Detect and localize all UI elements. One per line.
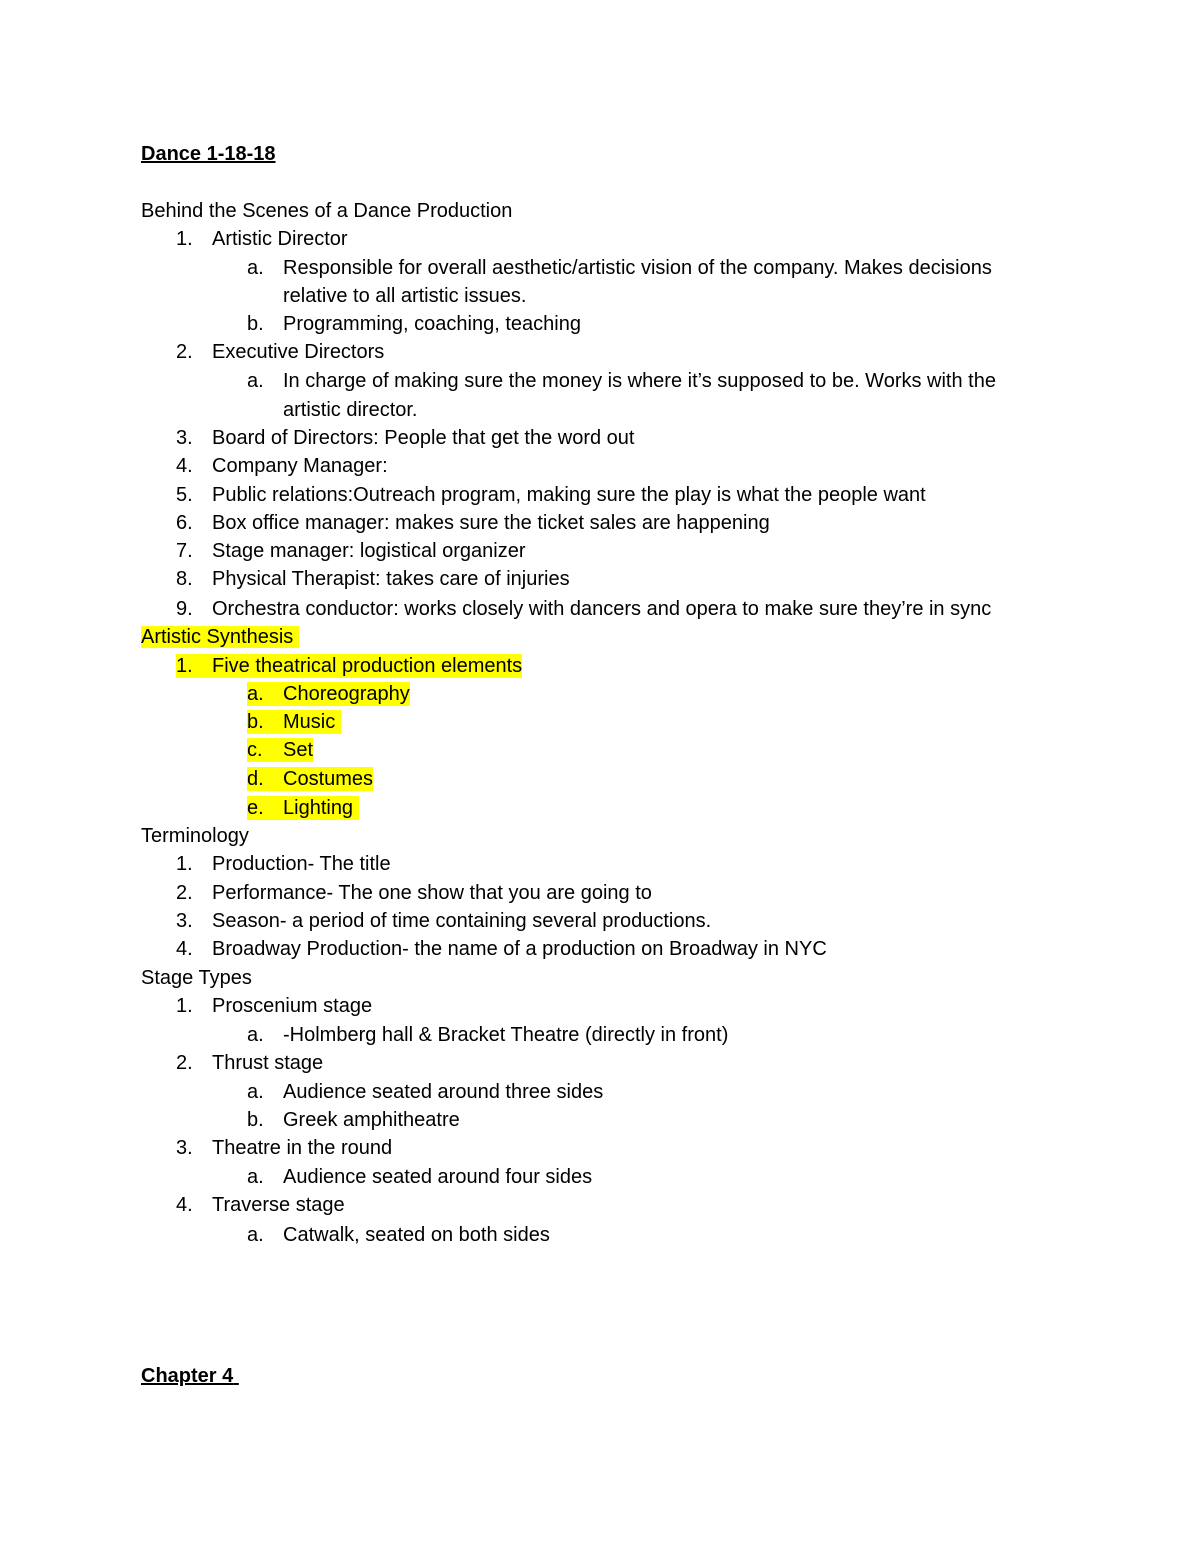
sub-item-text: Audience seated around four sides [283, 1166, 593, 1188]
sub-letter: b. [247, 313, 264, 335]
sub-item-continuation: relative to all artistic issues. [283, 285, 527, 307]
sub-letter: a. [247, 257, 264, 279]
list-item [176, 539, 526, 563]
list-item [176, 881, 652, 905]
section-heading: Behind the Scenes of a Dance Production [141, 200, 513, 222]
sub-item [247, 256, 992, 280]
section-heading: Stage Types [141, 967, 252, 989]
sub-item-text: Lighting [283, 797, 354, 819]
list-item-text: Executive Directors [212, 341, 385, 363]
sub-item [247, 1223, 550, 1247]
list-item-text: Orchestra conductor: works closely with dancers and opera to make sure they’re in sync [212, 598, 992, 620]
list-item [176, 654, 522, 678]
list-number: 2. [176, 1052, 193, 1074]
sub-item-text: Responsible for overall aesthetic/artistic vision of the company. Makes decisions [283, 257, 992, 279]
list-item-text: Production- The title [212, 853, 391, 875]
list-item [176, 1051, 323, 1075]
list-item-text: Physical Therapist: takes care of injuries [212, 568, 570, 590]
list-number: 7. [176, 540, 193, 562]
page-title: Dance 1-18-18 [141, 143, 276, 165]
highlighted-text [247, 738, 313, 762]
list-item-text: Proscenium stage [212, 995, 373, 1017]
list-number: 9. [176, 598, 193, 620]
list-number: 5. [176, 484, 193, 506]
list-number: 4. [176, 455, 193, 477]
sub-letter: b. [247, 711, 264, 733]
highlighted-text [247, 710, 341, 734]
list-number: 2. [176, 882, 193, 904]
list-number: 8. [176, 568, 193, 590]
sub-item [247, 796, 359, 820]
list-item [176, 1136, 392, 1160]
sub-item-text: In charge of making sure the money is where it’s supposed to be. Works with the [283, 370, 996, 392]
list-item-text: Performance- The one show that you are going to [212, 882, 652, 904]
section-heading: Terminology [141, 825, 249, 847]
list-item [176, 1193, 345, 1217]
sub-letter: a. [247, 683, 264, 705]
list-item-text: Season- a period of time containing several productions. [212, 910, 712, 932]
sub-item [247, 1023, 728, 1047]
section-heading [141, 625, 299, 649]
list-item-text: Theatre in the round [212, 1137, 393, 1159]
list-item [176, 454, 388, 478]
list-number: 3. [176, 1137, 193, 1159]
list-item [176, 909, 711, 933]
list-item [176, 567, 570, 591]
list-number: 1. [176, 995, 193, 1017]
list-item-text: Five theatrical production elements [212, 655, 523, 677]
list-item-text: Thrust stage [212, 1052, 324, 1074]
sub-item [247, 312, 581, 336]
highlighted-text [247, 796, 359, 820]
list-item-text: Traverse stage [212, 1194, 345, 1216]
sub-item-text: Costumes [283, 768, 374, 790]
sub-item-text: Music [283, 711, 336, 733]
list-number: 4. [176, 938, 193, 960]
chapter-heading-text: Chapter 4 [141, 1365, 234, 1387]
list-item [176, 227, 348, 251]
sub-item [247, 738, 313, 762]
sub-item-text: Choreography [283, 683, 410, 705]
highlighted-text: Artistic Synthesis [141, 626, 294, 648]
sub-item [247, 1108, 460, 1132]
list-item [176, 483, 926, 507]
sub-letter: e. [247, 797, 264, 819]
sub-item-text: Programming, coaching, teaching [283, 313, 581, 335]
sub-item [247, 682, 410, 706]
list-item-text: Broadway Production- the name of a production on Broadway in NYC [212, 938, 827, 960]
sub-letter: a. [247, 1166, 264, 1188]
list-number: 3. [176, 427, 193, 449]
sub-item-continuation: artistic director. [283, 399, 418, 421]
list-number: 4. [176, 1194, 193, 1216]
highlighted-text [247, 682, 410, 706]
sub-letter: c. [247, 739, 263, 761]
list-item [176, 426, 634, 450]
list-item-text: Board of Directors: People that get the word out [212, 427, 635, 449]
chapter-heading [141, 1364, 239, 1388]
list-item [176, 597, 991, 621]
sub-item-text: Greek amphitheatre [283, 1109, 460, 1131]
list-item-text: Box office manager: makes sure the ticket sales are happening [212, 512, 770, 534]
list-item-text: Public relations:Outreach program, making sure the play is what the people want [212, 484, 926, 506]
list-number: 6. [176, 512, 193, 534]
sub-letter: a. [247, 370, 264, 392]
sub-item [247, 767, 373, 791]
list-item [176, 852, 391, 876]
list-item-text: Company Manager: [212, 455, 388, 477]
list-number: 1. [176, 228, 193, 250]
list-number: 3. [176, 910, 193, 932]
sub-item-text: -Holmberg hall & Bracket Theatre (directly in front) [283, 1024, 729, 1046]
sub-letter: a. [247, 1081, 264, 1103]
sub-letter: a. [247, 1224, 264, 1246]
sub-letter: b. [247, 1109, 264, 1131]
list-number: 2. [176, 341, 193, 363]
sub-item-text: Catwalk, seated on both sides [283, 1224, 550, 1246]
sub-letter: a. [247, 1024, 264, 1046]
list-item [176, 994, 372, 1018]
list-item-text: Artistic Director [212, 228, 348, 250]
sub-item [247, 710, 341, 734]
list-item-text: Stage manager: logistical organizer [212, 540, 526, 562]
sub-letter: d. [247, 768, 264, 790]
sub-item [247, 1080, 603, 1104]
sub-item-text: Set [283, 739, 314, 761]
list-item [176, 937, 827, 961]
list-number: 1. [176, 853, 193, 875]
list-item [176, 340, 384, 364]
sub-item [247, 1165, 592, 1189]
sub-item-text: Audience seated around three sides [283, 1081, 604, 1103]
list-number: 1. [176, 655, 193, 677]
highlighted-text [176, 654, 522, 678]
sub-item [247, 369, 996, 393]
highlighted-text [247, 767, 373, 791]
list-item [176, 511, 770, 535]
